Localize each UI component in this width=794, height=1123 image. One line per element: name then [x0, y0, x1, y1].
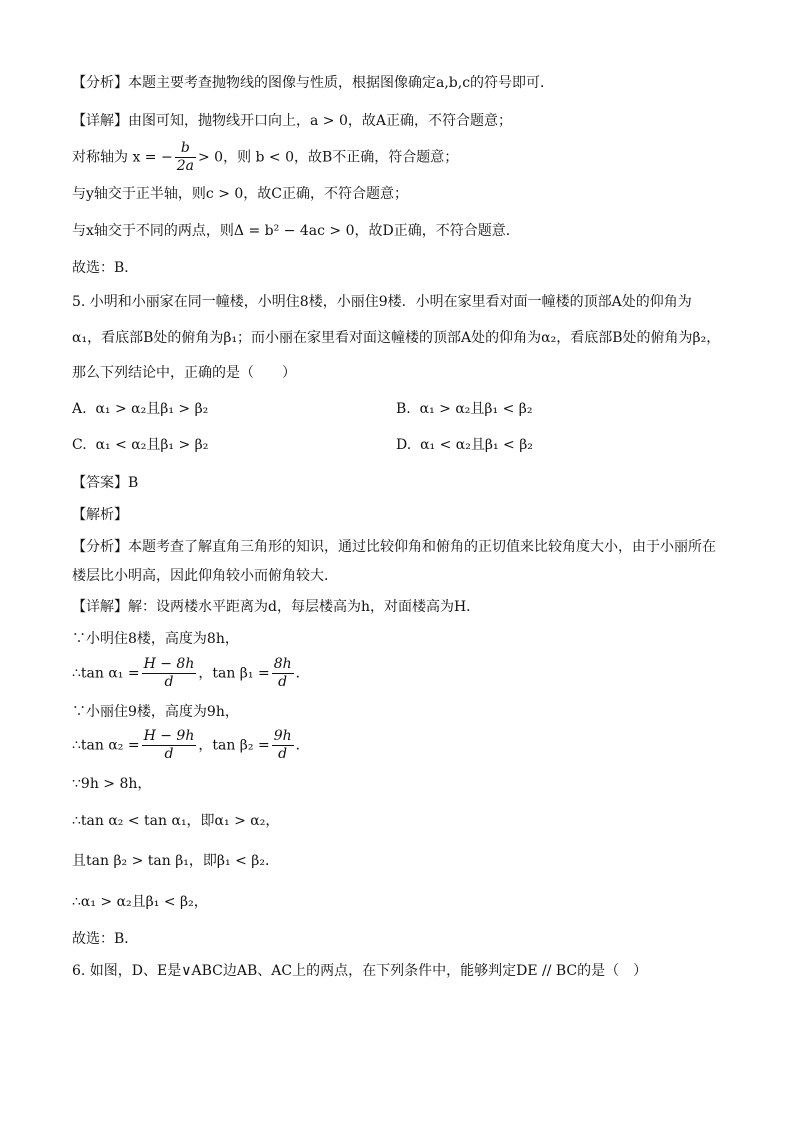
axis-fraction-num: b: [175, 140, 196, 158]
detail-2: 【详解】解：设两楼水平距离为d，每层楼高为h，对面楼高为H．: [72, 599, 481, 615]
analysis-2-line-2: 楼层比小明高，因此仰角较小而俯角较大．: [72, 568, 338, 584]
detail-1-text: 由图可知，抛物线开口向上，a > 0，故A正确，不符合题意；: [128, 113, 512, 129]
tan-beta2-label: ，tan β₂ =: [198, 737, 270, 754]
because-3: ∵9h > 8h，: [72, 776, 152, 792]
axis-suffix: > 0，则 b < 0，故B不正确，符合题意；: [197, 149, 459, 166]
choose-2: 故选：B．: [72, 931, 139, 947]
axis-prefix: 对称轴为 x = −: [72, 149, 173, 166]
tan-alpha1-label: ∴tan α₁ =: [72, 665, 140, 682]
option-a-text: α₁ > α₂且β₁ > β₂: [95, 401, 209, 417]
therefore-2: ∴α₁ > α₂且β₁ < β₂，: [72, 894, 208, 910]
analysis-2-line-1: 【分析】本题考查了解直角三角形的知识，通过比较仰角和俯角的正切值来比较角度大小，由于小丽所在: [72, 539, 716, 555]
line-d: 与x轴交于不同的两点，则Δ = b² − 4ac > 0，故D正确，不符合题意．: [72, 223, 520, 239]
q5-line-1: 5. 小明和小丽家在同一幢楼，小明住8楼，小丽住9楼．小明在家里看对面一幢楼的顶部A处的仰角为: [72, 294, 692, 310]
axis-line: [72, 140, 458, 175]
option-c-label: C.: [72, 437, 87, 453]
option-d: [396, 436, 533, 454]
analysis-1: 【分析】本题主要考查抛物线的图像与性质，根据图像确定a,b,c的符号即可．: [72, 75, 555, 91]
tan-alpha2-den: d: [164, 746, 174, 762]
option-b-label: B.: [396, 401, 411, 417]
option-d-label: D.: [396, 437, 412, 453]
therefore-1: ∴tan α₂ < tan α₁，即α₁ > α₂，: [72, 813, 280, 829]
tan-line-1-end: ．: [295, 665, 310, 682]
option-b-text: α₁ > α₂且β₁ < β₂: [419, 401, 533, 417]
choose-1: 故选：B．: [72, 260, 139, 276]
option-d-text: α₁ < α₂且β₁ < β₂: [420, 437, 533, 453]
because-1: ∵小明住8楼，高度为8h，: [72, 631, 239, 647]
tan-alpha1-den: d: [164, 674, 174, 690]
tan-alpha1-fraction: [142, 656, 197, 691]
and-line: 且tan β₂ > tan β₁，即β₁ < β₂．: [72, 853, 279, 869]
q5-line-2: α₁，看底部B处的俯角为β₁；而小丽在家里看对面这幢楼的顶部A处的仰角为α₂，看底部B处的俯角为β₂，: [72, 330, 721, 346]
answer: 【答案】B: [72, 475, 139, 491]
tan-line-1: [72, 656, 310, 691]
because-2: ∵小丽住9楼，高度为9h，: [72, 704, 239, 720]
solution-heading: 【解析】: [72, 507, 128, 523]
tan-beta1-label: ，tan β₁ =: [198, 665, 270, 682]
option-a-label: A.: [72, 401, 87, 417]
option-a: [72, 400, 208, 418]
axis-fraction: [175, 140, 196, 175]
tan-beta1-fraction: [272, 656, 294, 691]
tan-beta1-den: d: [278, 674, 288, 690]
tan-beta1-num: 8h: [273, 656, 292, 672]
tan-alpha1-num: H − 8h: [143, 656, 195, 672]
tan-beta2-num: 9h: [273, 728, 292, 744]
detail-1: [72, 112, 512, 130]
tan-alpha2-num: H − 9h: [143, 728, 195, 744]
question-6: 6. 如图，D、E是∨ABC边AB、AC上的两点，在下列条件中，能够判定DE // BC的是（ ）: [72, 963, 648, 979]
tan-line-2-end: ．: [295, 737, 310, 754]
line-c: 与y轴交于正半轴，则c > 0，故C正确，不符合题意；: [72, 186, 408, 202]
option-c: [72, 436, 208, 454]
tan-beta2-den: d: [278, 746, 288, 762]
detail-1-label: 【详解】: [72, 113, 128, 129]
option-c-text: α₁ < α₂且β₁ > β₂: [95, 437, 209, 453]
q5-line-3: 那么下列结论中，正确的是（ ）: [72, 365, 296, 381]
tan-beta2-fraction: [272, 728, 294, 763]
option-b: [396, 400, 532, 418]
tan-line-2: [72, 728, 310, 763]
axis-fraction-den: 2a: [176, 158, 194, 174]
tan-alpha2-label: ∴tan α₂ =: [72, 737, 140, 754]
tan-alpha2-fraction: [142, 728, 197, 763]
